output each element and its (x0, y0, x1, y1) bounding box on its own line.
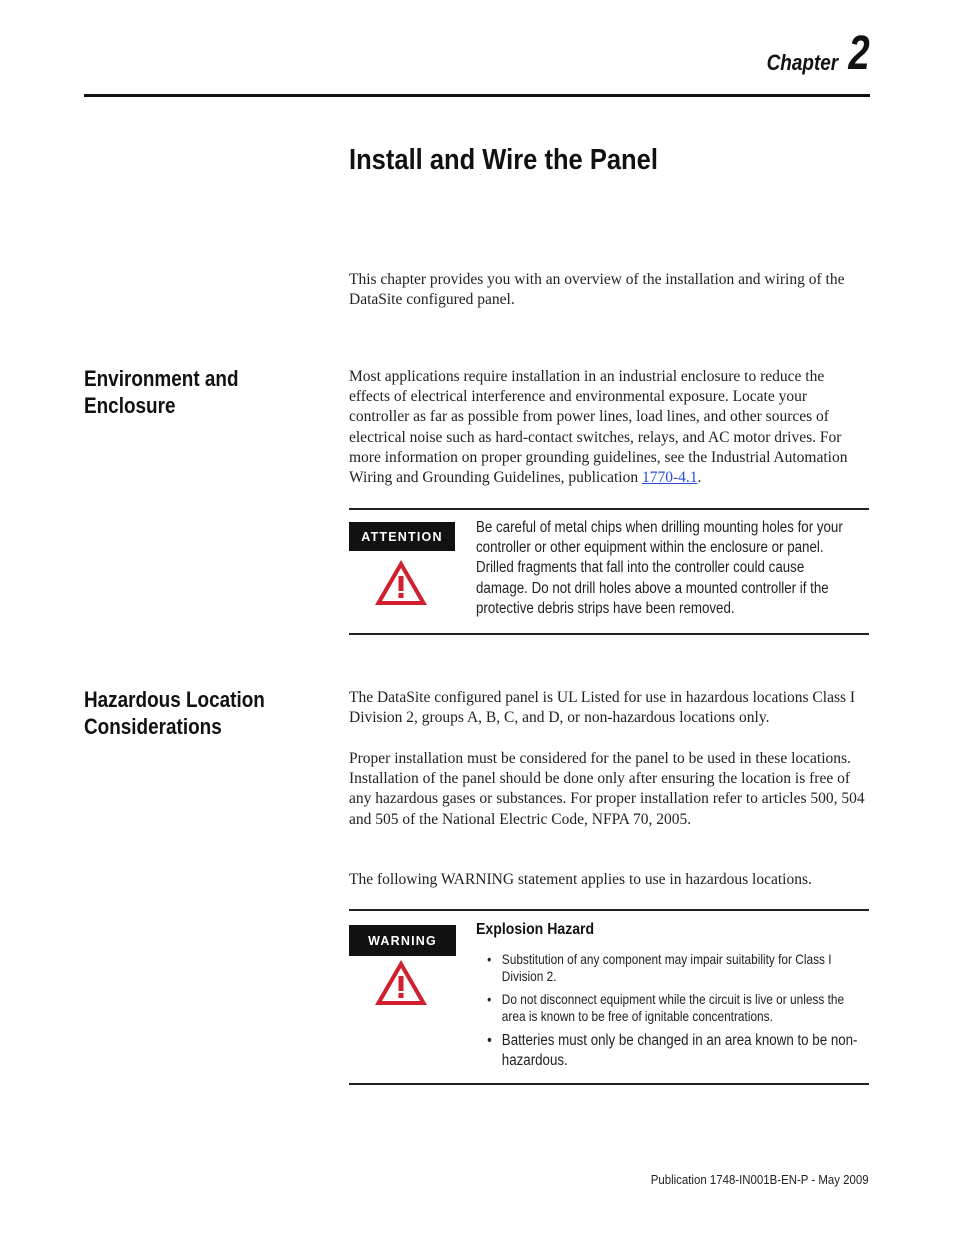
footer-publication: Publication 1748-IN001B-EN-P - May 2009 (651, 1172, 869, 1187)
attention-label: ATTENTION (349, 522, 455, 551)
hazardous-paragraph-2: Proper installation must be considered for the panel to be used in these locations. Installation of the panel should be done only after ensuring the location is free of any hazardous gases or substances. For proper installation refer to articles 500, 504 and 505 of the National Electric Code, NFPA 70, 2005. (349, 750, 865, 828)
chapter-header (0, 0, 954, 100)
warning-triangle-icon (373, 558, 429, 608)
warning-bullet-list (476, 951, 863, 1070)
hazardous-heading-line1: Hazardous Location (84, 687, 265, 712)
intro-paragraph: This chapter provides you with an overview of the installation and wiring of the DataSite configured panel. (349, 271, 845, 309)
list-item: • Do not disconnect equipment while the circuit is live or unless the area is known to be free of ignitable concentrations. (487, 992, 845, 1024)
warning-label: WARNING (349, 925, 456, 956)
header-rule (84, 94, 870, 97)
hazardous-paragraph-1: The DataSite configured panel is UL Listed for use in hazardous locations Class I Division 2, groups A, B, C, and D, or non-hazardous locations only. (349, 689, 856, 727)
section-heading-hazardous (84, 686, 325, 740)
hazardous-heading-line2: Considerations (84, 714, 222, 739)
chapter-number: 2 (848, 27, 870, 80)
environment-paragraph (349, 367, 869, 488)
section-heading-environment: Environment and Enclosure (84, 366, 239, 418)
chapter-label: Chapter (766, 50, 838, 75)
list-item: • Batteries must only be changed in an area known to be non-hazardous. (487, 1032, 858, 1069)
environment-text-end: . (697, 469, 702, 487)
environment-text: Most applications require installation in an industrial enclosure to reduce the effects of electrical interference and environmental exposure. Locate your controller as far as possible from power lines, load lines, and other sources of electrical noise such as hard-contact switches, relays, and AC motor drives. For more information on proper grounding guidelines, see the Industrial Automation Wiring and Grounding Guidelines, publication (349, 368, 848, 487)
list-item: • Substitution of any component may impair suitability for Class I Division 2. (487, 952, 832, 984)
publication-link[interactable]: 1770-4.1 (641, 469, 698, 487)
attention-text: Be careful of metal chips when drilling mounting holes for your controller or other equipment within the enclosure or panel. Drilled fragments that fall into the controller could cause damage. Do not drill holes above a mounted controller if the protective debris strips have been removed. (476, 519, 843, 617)
attention-notice (349, 508, 869, 635)
hazardous-paragraph-3: The following WARNING statement applies to use in hazardous locations. (349, 871, 812, 888)
page-title: Install and Wire the Panel (349, 144, 658, 176)
warning-title: Explosion Hazard (476, 921, 595, 938)
warning-notice (349, 909, 869, 1085)
warning-triangle-icon (373, 958, 429, 1008)
